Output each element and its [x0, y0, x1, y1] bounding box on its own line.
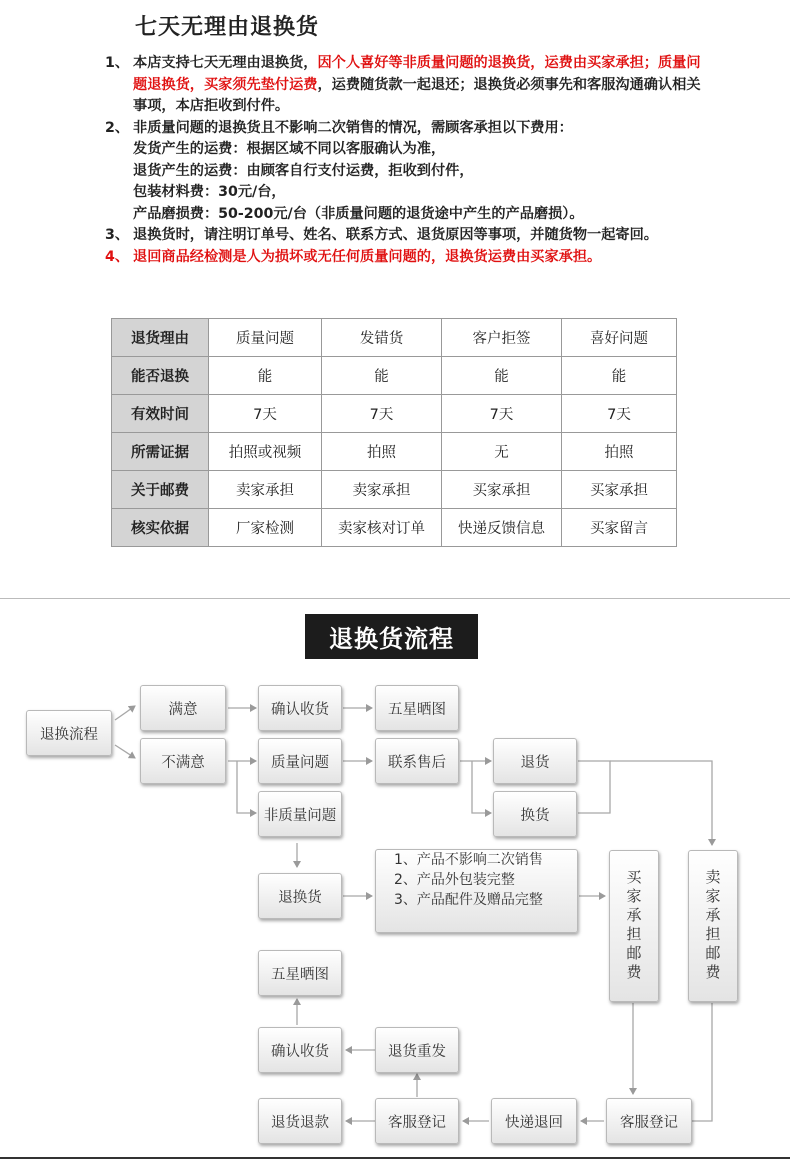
- table-cell: 快递反馈信息: [442, 509, 562, 547]
- row-header: 核实依据: [112, 509, 209, 547]
- flow-service-register-right: 客服登记: [606, 1098, 692, 1144]
- arrow-start-unsatisfied: [115, 745, 135, 758]
- table-cell: 质量问题: [209, 319, 322, 357]
- table-cell: 能: [442, 357, 562, 395]
- flow-service-register-left: 客服登记: [375, 1098, 459, 1144]
- condition-item: 3、产品配件及赠品完整: [394, 892, 543, 908]
- flow-banner: 退换货流程: [305, 614, 478, 659]
- table-cell: 买家承担: [442, 471, 562, 509]
- flow-seller-pays: 卖家承担邮费: [688, 850, 738, 1002]
- rule-text-red: 退回商品经检测是人为损坏或无任何质量问题的，退换货运费由买家承担。: [133, 248, 602, 265]
- table-cell: 卖家承担: [322, 471, 442, 509]
- table-cell: 买家留言: [562, 509, 677, 547]
- row-header: 关于邮费: [112, 471, 209, 509]
- table-cell: 能: [322, 357, 442, 395]
- flow-resend: 退货重发: [375, 1027, 459, 1073]
- table-cell: 无: [442, 433, 562, 471]
- flow-return: 退货: [493, 738, 577, 784]
- table-cell: 能: [562, 357, 677, 395]
- row-header: 所需证据: [112, 433, 209, 471]
- table-cell: 卖家核对订单: [322, 509, 442, 547]
- arrow-contact-exchange: [472, 761, 491, 813]
- flow-quality-issue: 质量问题: [258, 738, 342, 784]
- table-cell: 7天: [322, 395, 442, 433]
- rule-text: 退换货时，请注明订单号、姓名、联系方式、退货原因等事项，并随货物一起寄回。: [133, 227, 658, 243]
- row-header: 退货理由: [112, 319, 209, 357]
- arrow-start-satisfied: [115, 706, 135, 720]
- table-cell: 7天: [209, 395, 322, 433]
- flow-exchange: 换货: [493, 791, 577, 837]
- line-return-exchange-merge: [578, 761, 610, 813]
- flow-confirm-receipt-bottom: 确认收货: [258, 1027, 342, 1073]
- rule-line: 包装材料费：30元/台，: [133, 184, 286, 200]
- arrow-unsatisfied-nonquality: [237, 761, 256, 813]
- rule-number: 2、: [105, 119, 130, 136]
- bottom-border: [0, 1157, 790, 1159]
- rule-number: 3、: [105, 227, 130, 243]
- table-cell: 发错货: [322, 319, 442, 357]
- flow-buyer-pays: 买家承担邮费: [609, 850, 659, 1002]
- rule-text: 本店支持七天无理由退换货，: [133, 55, 318, 71]
- rule-text-red: 因个人喜好等非质量问题的退换货，运费由买家承担；质量问题退换货，买家须先垫付运费: [133, 55, 701, 93]
- flow-confirm-receipt-top: 确认收货: [258, 685, 342, 731]
- table-cell: 买家承担: [562, 471, 677, 509]
- table-cell: 厂家检测: [209, 509, 322, 547]
- flow-unsatisfied: 不满意: [140, 738, 226, 784]
- table-cell: 喜好问题: [562, 319, 677, 357]
- rule-line: 非质量问题的退换货且不影响二次销售的情况，需顾客承担以下费用：: [133, 119, 573, 136]
- table-cell: 拍照或视频: [209, 433, 322, 471]
- flow-non-quality-issue: 非质量问题: [258, 791, 342, 837]
- arrow-merge-seller: [610, 761, 712, 845]
- flow-five-star-top: 五星晒图: [375, 685, 459, 731]
- flow-courier-return: 快递退回: [491, 1098, 577, 1144]
- row-header: 能否退换: [112, 357, 209, 395]
- page-title: 七天无理由退换货: [135, 15, 320, 40]
- rule-line: 发货产生的运费：根据区域不同以客服确认为准，: [133, 141, 446, 157]
- condition-item: 1、产品不影响二次销售: [394, 852, 543, 868]
- table-cell: 7天: [442, 395, 562, 433]
- flow-five-star-bottom: 五星晒图: [258, 950, 342, 996]
- flow-satisfied: 满意: [140, 685, 226, 731]
- rule-text: ，运费随货款一起退还；退换货必须事先和客服沟通确认相关事项，本店拒收到付件。: [133, 76, 701, 114]
- row-header: 有效时间: [112, 395, 209, 433]
- rule-line: 产品磨损费：50-200元/台（非质量问题的退货途中产生的产品磨损）。: [133, 205, 584, 222]
- flow-conditions: [375, 849, 578, 933]
- table-cell: 能: [209, 357, 322, 395]
- table-cell: 客户拒签: [442, 319, 562, 357]
- flow-start: 退换流程: [26, 710, 112, 756]
- flow-contact-service: 联系售后: [375, 738, 459, 784]
- rule-line: 退货产生的运费：由顾客自行支付运费，拒收到付件，: [133, 162, 474, 179]
- condition-item: 2、产品外包装完整: [394, 872, 515, 888]
- flow-refund: 退货退款: [258, 1098, 342, 1144]
- table-cell: 卖家承担: [209, 471, 322, 509]
- table-cell: 拍照: [322, 433, 442, 471]
- table-cell: 7天: [562, 395, 677, 433]
- rule-number: 1、: [105, 55, 130, 71]
- table-cell: 拍照: [562, 433, 677, 471]
- rule-number: 4、: [105, 248, 130, 265]
- flow-return-exchange: 退换货: [258, 873, 342, 919]
